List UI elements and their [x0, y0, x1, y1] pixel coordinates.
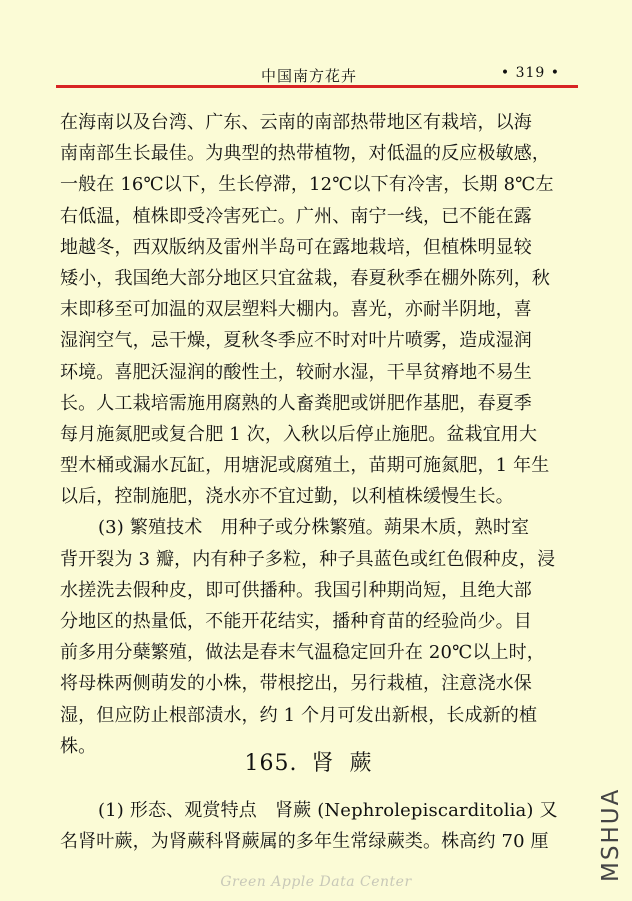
text-line: 将母株两侧萌发的小株，带根挖出，另行栽植，注意浇水保: [60, 673, 532, 695]
text-line: 型木桶或漏水瓦缸，用塘泥或腐殖土，苗期可施氮肥，1 年生: [60, 455, 550, 477]
text-line: 南南部生长最佳。为典型的热带植物，对低温的反应极敏感，: [60, 143, 551, 165]
paragraph-start: (1) 形态、观赏特点 肾蕨 (Nephrolepiscarditolia) 又: [98, 800, 558, 821]
section-heading: [0, 746, 632, 777]
text-line: 在海南以及台湾、广东、云南的南部热带地区有栽培，以海: [60, 112, 532, 133]
text-line: 背开裂为 3 瓣，内有种子多粒，种子具蓝色或红色假种皮，浸: [60, 548, 556, 570]
text-line: 右低温，植株即受冷害死亡。广州、南宁一线，已不能在露: [60, 205, 532, 227]
side-watermark: MSHUA: [598, 787, 624, 883]
paragraph-start: (3) 繁殖技术 用种子或分株繁殖。蒴果木质，熟时室: [98, 517, 530, 539]
text-line: 长。人工栽培需施用腐熟的人畜粪肥或饼肥作基肥，春夏季: [60, 392, 532, 414]
text-line: 环境。喜肥沃湿润的酸性土，较耐水湿，干旱贫瘠地不易生: [60, 361, 532, 383]
page-number: • 319 •: [500, 65, 560, 81]
text-line: 湿润空气，忌干燥，夏秋冬季应不时对叶片喷雾，造成湿润: [60, 330, 532, 352]
text-line: 湿，但应防止根部渍水，约 1 个月可发出新根，长成新的植: [60, 704, 538, 726]
text-line: 名肾叶蕨，为肾蕨科肾蕨属的多年生常绿蕨类。株高约 70 厘: [60, 831, 549, 853]
section-name: 肾蕨: [311, 751, 388, 776]
running-header: [56, 62, 578, 86]
body-text-bottom: [60, 795, 577, 857]
book-title: 中国南方花卉: [261, 67, 358, 85]
text-line: 以后，控制施肥，浇水亦不宜过勤，以利植株缓慢生长。: [60, 486, 514, 508]
text-line: 一般在 16℃以下，生长停滞，12℃以下有冷害，长期 8℃左: [60, 174, 554, 196]
section-number: 165.: [244, 751, 298, 776]
text-line: 矮小，我国绝大部分地区只宜盆栽，春夏秋季在棚外陈列，秋: [60, 267, 551, 289]
bottom-watermark: Green Apple Data Center: [220, 874, 412, 890]
header-rule: [56, 85, 578, 88]
text-line: 每月施氮肥或复合肥 1 次，入秋以后停止施肥。盆栽宜用大: [60, 423, 538, 445]
text-line: 分地区的热量低，不能开花结实，播种育苗的经验尚少。目: [60, 611, 532, 632]
text-line: 地越冬，西双版纳及雷州半岛可在露地栽培，但植株明显较: [60, 236, 532, 258]
text-line: 水搓洗去假种皮，即可供播种。我国引种期尚短，且绝大部: [60, 579, 532, 601]
text-line: 前多用分蘖繁殖，做法是春末气温稳定回升在 20℃以上时，: [60, 642, 545, 664]
body-text-top: [60, 107, 577, 762]
text-line: 株。: [60, 735, 97, 757]
text-line: 末即移至可加温的双层塑料大棚内。喜光，亦耐半阴地，喜: [60, 299, 532, 321]
